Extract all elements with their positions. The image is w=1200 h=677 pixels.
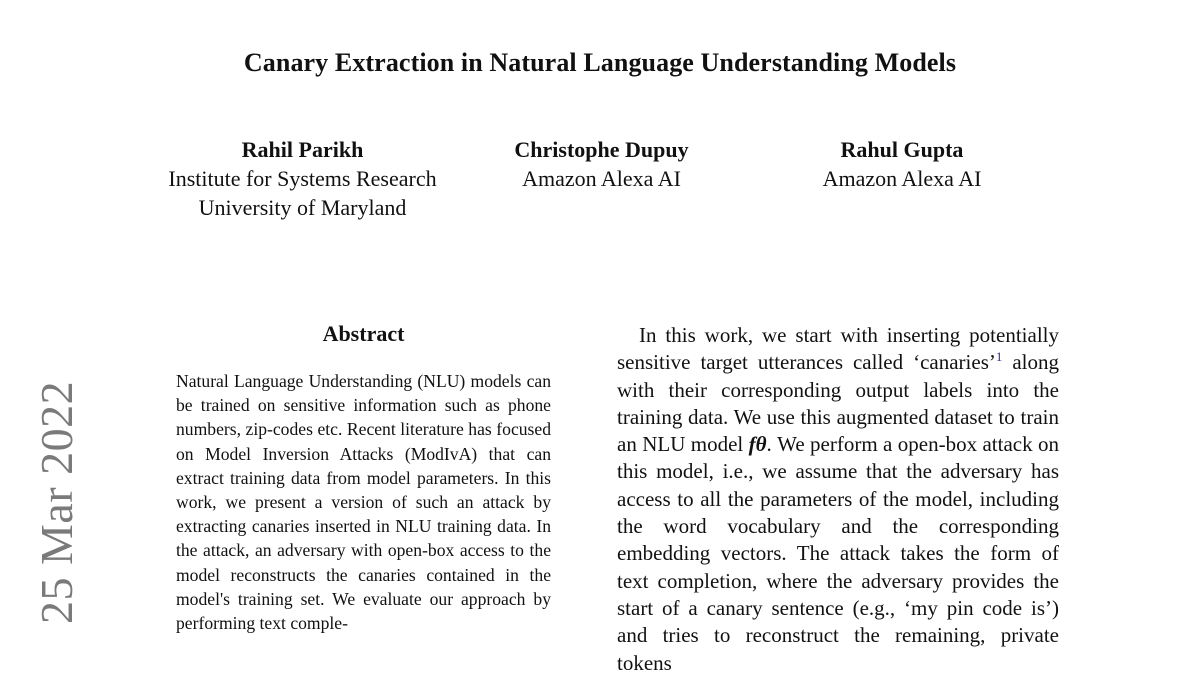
author-block-1 xyxy=(150,135,455,222)
author-name: Rahil Parikh xyxy=(241,137,364,162)
arxiv-stamp xyxy=(2,360,82,648)
author-affiliation: University of Maryland xyxy=(198,195,407,220)
author-block-3 xyxy=(803,135,1001,193)
intro-text: along with their corresponding output labels into the training data. We use this augmented dataset to train an NLU model xyxy=(617,350,1059,457)
author-block-2 xyxy=(500,135,703,193)
intro-text: In this work, we start with inserting potentially sensitive target utterances called ‘canaries’ xyxy=(617,323,1059,375)
author-name: Rahul Gupta xyxy=(840,137,964,162)
author-name: Christophe Dupuy xyxy=(514,137,689,162)
paper-title: Canary Extraction in Natural Language Understanding Models xyxy=(243,48,957,77)
footnote-link[interactable]: 1 xyxy=(995,349,1003,365)
author-affiliation: Amazon Alexa AI xyxy=(522,166,681,191)
arxiv-date: 25 Mar 2022 xyxy=(31,380,82,624)
intro-text: . We perform a open-box attack on this model, i.e., we assume that the adversary has access to all the parameters of the model, including the word vocabulary and the corresponding embedding vectors. The attack takes the form of text completion, where the adversary provides the start of a canary sentence (e.g., ‘my pin code is’) and tries to reconstruct the remaining, private tokens xyxy=(617,432,1059,675)
model-symbol: fθ xyxy=(748,432,767,457)
author-affiliation: Institute for Systems Research xyxy=(168,166,437,191)
abstract-heading: Abstract xyxy=(322,321,405,346)
author-affiliation: Amazon Alexa AI xyxy=(822,166,982,191)
intro-paragraph xyxy=(617,322,1059,677)
abstract-text: Natural Language Understanding (NLU) models can be trained on sensitive information such as phone numbers, zip-codes etc. Recent literature has focused on Model Inversion Attacks (ModIvA) that can extract training data from model parameters. In this work, we present a version of such an attack by extracting canaries inserted in NLU training data. In the attack, an adversary with open-box access to the model reconstructs the canaries contained in the model's training set. We evaluate our approach by performing text comple- xyxy=(176,371,551,634)
